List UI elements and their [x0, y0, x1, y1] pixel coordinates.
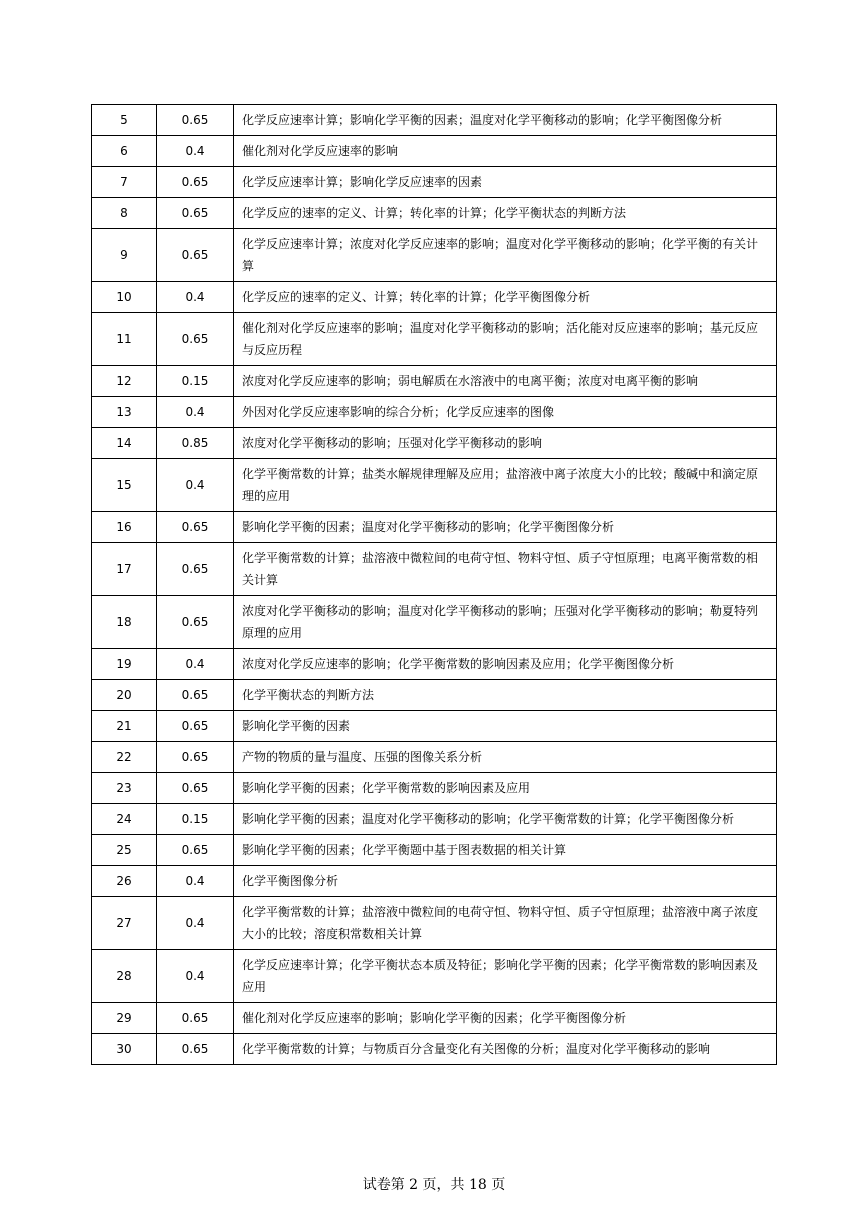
question-number-cell: 15	[92, 459, 157, 512]
difficulty-cell: 0.15	[157, 804, 234, 835]
knowledge-point-cell: 影响化学平衡的因素	[234, 711, 777, 742]
knowledge-point-cell: 影响化学平衡的因素；温度对化学平衡移动的影响；化学平衡图像分析	[234, 512, 777, 543]
question-number-cell: 19	[92, 649, 157, 680]
knowledge-point-cell: 化学平衡图像分析	[234, 866, 777, 897]
table-row	[92, 649, 777, 680]
table-row	[92, 835, 777, 866]
difficulty-cell: 0.65	[157, 313, 234, 366]
difficulty-cell: 0.4	[157, 950, 234, 1003]
difficulty-cell: 0.65	[157, 711, 234, 742]
knowledge-point-cell: 影响化学平衡的因素；温度对化学平衡移动的影响；化学平衡常数的计算；化学平衡图像分析	[234, 804, 777, 835]
knowledge-point-cell: 化学平衡状态的判断方法	[234, 680, 777, 711]
question-number-cell: 12	[92, 366, 157, 397]
difficulty-cell: 0.4	[157, 397, 234, 428]
question-number-cell: 23	[92, 773, 157, 804]
question-number-cell: 20	[92, 680, 157, 711]
question-number-cell: 29	[92, 1003, 157, 1034]
difficulty-cell: 0.4	[157, 282, 234, 313]
difficulty-cell: 0.65	[157, 835, 234, 866]
difficulty-cell: 0.4	[157, 649, 234, 680]
table-row	[92, 229, 777, 282]
table-row	[92, 773, 777, 804]
question-number-cell: 10	[92, 282, 157, 313]
difficulty-cell: 0.4	[157, 866, 234, 897]
table-row	[92, 198, 777, 229]
table-row	[92, 428, 777, 459]
difficulty-cell: 0.15	[157, 366, 234, 397]
question-number-cell: 21	[92, 711, 157, 742]
table-row	[92, 105, 777, 136]
knowledge-point-cell: 产物的物质的量与温度、压强的图像关系分析	[234, 742, 777, 773]
difficulty-cell: 0.65	[157, 1034, 234, 1065]
question-number-cell: 6	[92, 136, 157, 167]
knowledge-point-cell: 化学反应速率计算；影响化学反应速率的因素	[234, 167, 777, 198]
question-number-cell: 30	[92, 1034, 157, 1065]
question-number-cell: 8	[92, 198, 157, 229]
knowledge-point-cell: 浓度对化学反应速率的影响；化学平衡常数的影响因素及应用；化学平衡图像分析	[234, 649, 777, 680]
question-number-cell: 11	[92, 313, 157, 366]
difficulty-cell: 0.65	[157, 198, 234, 229]
question-number-cell: 18	[92, 596, 157, 649]
knowledge-point-cell: 催化剂对化学反应速率的影响；影响化学平衡的因素；化学平衡图像分析	[234, 1003, 777, 1034]
table-row	[92, 866, 777, 897]
table-row	[92, 459, 777, 512]
table-row	[92, 680, 777, 711]
knowledge-point-table	[91, 104, 777, 1065]
question-number-cell: 13	[92, 397, 157, 428]
question-number-cell: 24	[92, 804, 157, 835]
table-row	[92, 950, 777, 1003]
question-number-cell: 7	[92, 167, 157, 198]
table-row	[92, 167, 777, 198]
question-number-cell: 9	[92, 229, 157, 282]
difficulty-cell: 0.65	[157, 773, 234, 804]
question-number-cell: 5	[92, 105, 157, 136]
difficulty-cell: 0.85	[157, 428, 234, 459]
table-row	[92, 366, 777, 397]
difficulty-cell: 0.65	[157, 105, 234, 136]
difficulty-cell: 0.65	[157, 167, 234, 198]
knowledge-point-cell: 影响化学平衡的因素；化学平衡题中基于图表数据的相关计算	[234, 835, 777, 866]
table-row	[92, 136, 777, 167]
difficulty-cell: 0.65	[157, 543, 234, 596]
difficulty-cell: 0.4	[157, 459, 234, 512]
knowledge-point-cell: 化学平衡常数的计算；与物质百分含量变化有关图像的分析；温度对化学平衡移动的影响	[234, 1034, 777, 1065]
table-row	[92, 804, 777, 835]
knowledge-point-cell: 催化剂对化学反应速率的影响；温度对化学平衡移动的影响；活化能对反应速率的影响；基元反应与反应历程	[234, 313, 777, 366]
difficulty-cell: 0.65	[157, 512, 234, 543]
table-row	[92, 397, 777, 428]
difficulty-cell: 0.65	[157, 1003, 234, 1034]
difficulty-cell: 0.65	[157, 596, 234, 649]
table-body	[92, 105, 777, 1065]
table-row	[92, 543, 777, 596]
question-number-cell: 16	[92, 512, 157, 543]
knowledge-point-cell: 浓度对化学平衡移动的影响；温度对化学平衡移动的影响；压强对化学平衡移动的影响；勒夏特列原理的应用	[234, 596, 777, 649]
question-number-cell: 28	[92, 950, 157, 1003]
knowledge-point-cell: 化学平衡常数的计算；盐类水解规律理解及应用；盐溶液中离子浓度大小的比较；酸碱中和滴定原理的应用	[234, 459, 777, 512]
knowledge-point-cell: 化学平衡常数的计算；盐溶液中微粒间的电荷守恒、物料守恒、质子守恒原理；电离平衡常数的相关计算	[234, 543, 777, 596]
knowledge-point-cell: 化学反应速率计算；浓度对化学反应速率的影响；温度对化学平衡移动的影响；化学平衡的有关计算	[234, 229, 777, 282]
difficulty-cell: 0.65	[157, 229, 234, 282]
knowledge-point-cell: 化学反应的速率的定义、计算；转化率的计算；化学平衡图像分析	[234, 282, 777, 313]
knowledge-point-cell: 外因对化学反应速率影响的综合分析；化学反应速率的图像	[234, 397, 777, 428]
question-number-cell: 25	[92, 835, 157, 866]
knowledge-point-cell: 化学反应的速率的定义、计算；转化率的计算；化学平衡状态的判断方法	[234, 198, 777, 229]
question-number-cell: 26	[92, 866, 157, 897]
table-row	[92, 313, 777, 366]
difficulty-cell: 0.4	[157, 136, 234, 167]
table-row	[92, 742, 777, 773]
knowledge-point-cell: 浓度对化学平衡移动的影响；压强对化学平衡移动的影响	[234, 428, 777, 459]
knowledge-point-cell: 浓度对化学反应速率的影响；弱电解质在水溶液中的电离平衡；浓度对电离平衡的影响	[234, 366, 777, 397]
table-row	[92, 1003, 777, 1034]
knowledge-point-cell: 化学反应速率计算；化学平衡状态本质及特征；影响化学平衡的因素；化学平衡常数的影响因素及应用	[234, 950, 777, 1003]
page-footer: 试卷第 2 页，共 18 页	[362, 1177, 506, 1193]
difficulty-cell: 0.65	[157, 742, 234, 773]
difficulty-cell: 0.4	[157, 897, 234, 950]
difficulty-cell: 0.65	[157, 680, 234, 711]
table-row	[92, 596, 777, 649]
knowledge-point-cell: 化学平衡常数的计算；盐溶液中微粒间的电荷守恒、物料守恒、质子守恒原理；盐溶液中离子浓度大小的比较；溶度积常数相关计算	[234, 897, 777, 950]
question-number-cell: 22	[92, 742, 157, 773]
table-row	[92, 711, 777, 742]
question-number-cell: 17	[92, 543, 157, 596]
question-number-cell: 14	[92, 428, 157, 459]
table-row	[92, 1034, 777, 1065]
knowledge-point-cell: 催化剂对化学反应速率的影响	[234, 136, 777, 167]
knowledge-point-cell: 化学反应速率计算；影响化学平衡的因素；温度对化学平衡移动的影响；化学平衡图像分析	[234, 105, 777, 136]
table-row	[92, 897, 777, 950]
table-row	[92, 282, 777, 313]
question-number-cell: 27	[92, 897, 157, 950]
knowledge-point-cell: 影响化学平衡的因素；化学平衡常数的影响因素及应用	[234, 773, 777, 804]
table-row	[92, 512, 777, 543]
